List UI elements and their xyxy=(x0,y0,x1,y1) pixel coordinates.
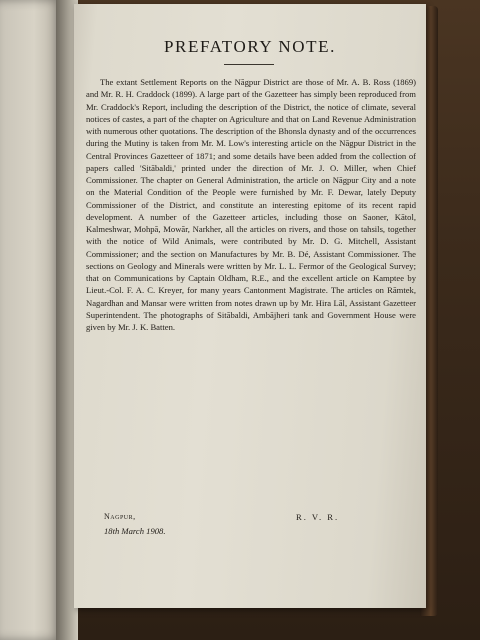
signature-place: Nagpur, xyxy=(104,512,136,521)
signature-date: 18th March 1908. xyxy=(104,526,166,536)
signature-initials: R. V. R. xyxy=(296,512,340,522)
body-paragraph: The extant Settlement Reports on the Nāgpur District are those of Mr. A. B. Ross (1869) and Mr. R. H. Craddock (1899). A large part of the Gazetteer has simply been reproduced from Mr. Craddock's Report, including the description of the District, the notice of climate, several notices of castes, a part of the chapter on Agriculture and that on Land Revenue Administration with numerous other quotations. The description of the Bhonsla dynasty and of the occurrences during the Mutiny is taken from Mr. M. Low's interesting article on the Nāgpur District in the Central Provinces Gazetteer of 1871; and some details have been added from the collection of papers called 'Sitābaldi,' printed under the direction of Mr. J. O. Miller, when Chief Commissioner. The chapter on General Administration, the article on Nāgpur City and a note on the Material Condition of the People were furnished by Mr. F. Dewar, lately Deputy Commissioner of the District, and constitute an interesting epitome of its recent rapid development. A number of the Gazetteer articles, including those on Saoner, Kātol, Kalmeshwar, Mohpā, Mowār, Narkher, all the articles on rivers, and those on tahsils, together with the notice of Wild Animals, were contributed by Mr. D. G. Mitchell, Assistant Commissioner; and the section on Manufactures by Mr. B. Dé, Assistant Commissioner. The sections on Geology and Minerals were written by Mr. L. L. Fermor of the Geological Survey; that on Communications by Captain Oldham, R.E., and the excellent article on Kamptee by Lieut.-Col. F. A. C. Kreyer, for many years Cantonment Magistrate. The articles on Rāmtek, Nagardhan and Mansar were written from notes drawn up by Mr. Hira Lāl, Assistant Gazetteer Superintendent. The photographs of Sitābaldi, Ambājheri tank and Government House were given by Mr. J. K. Batten. xyxy=(86,77,416,332)
page-title: PREFATORY NOTE. xyxy=(164,37,336,56)
book-page xyxy=(74,4,426,608)
left-page-edge xyxy=(0,0,62,640)
title-divider xyxy=(224,64,274,65)
